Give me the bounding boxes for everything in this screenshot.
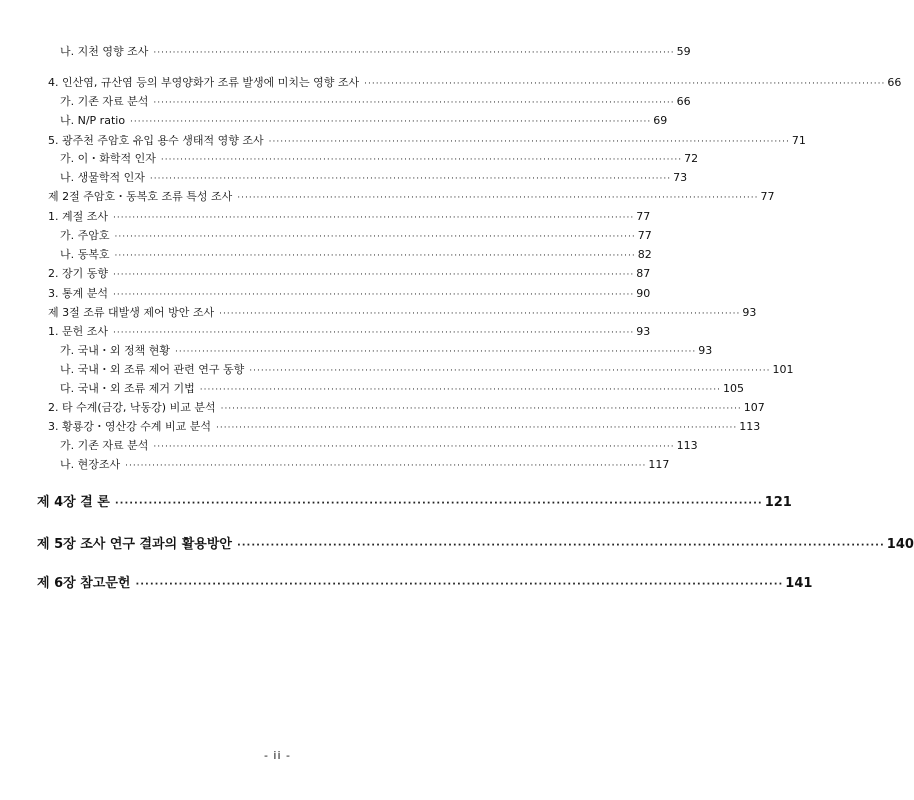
toc-entry-page: 113 [676, 439, 698, 452]
toc-leader-dots: ······································································································································· [220, 404, 742, 414]
toc-leader-dots: ······································································································································· [175, 347, 697, 357]
toc-entry[interactable] [48, 189, 775, 206]
toc-leader-dots: ······································································································································· [249, 366, 771, 376]
toc-entry[interactable] [60, 343, 713, 360]
toc-entry-title: 나. 생물학적 인자 [60, 171, 145, 184]
toc-entry-title: 제 3절 조류 대발생 제어 방안 조사 [48, 306, 215, 319]
toc-entry-title: 1. 계절 조사 [48, 210, 108, 223]
toc-leader-dots: ······································································································································· [153, 98, 675, 108]
toc-entry-title: 3. 통계 분석 [48, 287, 108, 300]
toc-entry[interactable] [60, 44, 691, 61]
toc-entry-title: 나. 국내・외 조류 제어 관련 연구 동향 [60, 363, 245, 376]
toc-entry-page: 77 [760, 190, 775, 203]
toc-entry-page: 71 [791, 134, 806, 147]
toc-leader-dots: ······································································································································· [130, 117, 652, 127]
toc-entry-title: 가. 기존 자료 분석 [60, 95, 149, 108]
toc-entry-title: 제 6장 참고문헌 [37, 576, 131, 591]
toc-entry-page: 82 [637, 248, 652, 261]
toc-entry-page: 69 [653, 114, 668, 127]
toc-leader-dots: ······································································································································· [113, 328, 635, 338]
toc-leader-dots: ······································································································································· [113, 290, 635, 300]
toc-entry-title: 나. 지천 영향 조사 [60, 45, 149, 58]
toc-leader-dots: ······································································································································· [216, 423, 738, 433]
toc-entry-page: 77 [636, 210, 651, 223]
toc-entry[interactable] [60, 170, 688, 187]
toc-leader-dots: ······································································································································· [125, 461, 647, 471]
toc-entry-page: 77 [637, 229, 652, 242]
toc-entry[interactable] [48, 305, 757, 322]
toc-chapter-entry[interactable] [37, 494, 792, 513]
toc-leader-dots: ······································································································································· [149, 174, 672, 184]
toc-entry-page: 73 [673, 171, 688, 184]
toc-entry-title: 나. 동복호 [60, 248, 110, 261]
toc-entry-page: 59 [676, 45, 691, 58]
toc-entry-page: 90 [636, 287, 651, 300]
toc-leader-dots: ······································································································································· [114, 498, 763, 509]
toc-entry-title: 1. 문헌 조사 [48, 325, 108, 338]
toc-entry-title: 3. 황룡강・영산강 수계 비교 분석 [48, 420, 211, 433]
toc-entry[interactable] [48, 75, 902, 92]
toc-entry-page: 101 [772, 363, 794, 376]
toc-leader-dots: ······································································································································· [219, 309, 741, 319]
toc-entry-page: 140 [886, 537, 914, 552]
toc-entry[interactable] [48, 324, 651, 341]
toc-leader-dots: ······································································································································· [114, 251, 636, 261]
toc-entry[interactable] [60, 362, 794, 379]
toc-leader-dots: ······································································································································· [364, 79, 886, 89]
toc-entry-page: 121 [764, 495, 792, 510]
toc-entry-title: 4. 인산염, 규산염 등의 부영양화가 조류 발생에 미치는 영향 조사 [48, 76, 360, 89]
toc-entry-title: 가. 기존 자료 분석 [60, 439, 149, 452]
toc-entry[interactable] [60, 381, 744, 398]
toc-entry-title: 가. 주암호 [60, 229, 110, 242]
toc-leader-dots: ······································································································································· [268, 137, 790, 147]
toc-entry[interactable] [48, 400, 765, 417]
toc-leader-dots: ······································································································································· [153, 442, 675, 452]
toc-entry-title: 가. 이・화학적 인자 [60, 152, 156, 165]
toc-leader-dots: ······································································································································· [113, 270, 635, 280]
toc-leader-dots: ······································································································································· [160, 155, 683, 165]
toc-entry-title: 제 5장 조사 연구 결과의 활용방안 [37, 537, 232, 552]
toc-entry[interactable] [48, 419, 761, 436]
toc-entry-title: 2. 타 수계(금강, 낙동강) 비교 분석 [48, 401, 216, 414]
toc-entry-title: 제 4장 결 론 [37, 495, 110, 510]
page-number: - ii - [263, 749, 292, 762]
toc-entry[interactable] [60, 457, 670, 474]
toc-entry[interactable] [48, 266, 651, 283]
toc-leader-dots: ······································································································································· [236, 540, 885, 551]
toc-entry-title: 나. 현장조사 [60, 458, 121, 471]
toc-entry[interactable] [60, 113, 668, 130]
toc-entry-page: 107 [743, 401, 765, 414]
toc-entry-page: 66 [676, 95, 691, 108]
toc-leader-dots: ······································································································································· [237, 193, 759, 203]
toc-entry-page: 72 [684, 152, 699, 165]
toc-leader-dots: ······································································································································· [153, 48, 675, 58]
toc-leader-dots: ······································································································································· [199, 385, 721, 395]
toc-entry-title: 가. 국내・외 정책 현황 [60, 344, 170, 357]
toc-entry-page: 66 [887, 76, 902, 89]
toc-entry-page: 93 [698, 344, 713, 357]
toc-entry[interactable] [48, 286, 651, 303]
toc-entry-title: 제 2절 주암호・동복호 조류 특성 조사 [48, 190, 233, 203]
toc-entry-title: 2. 장기 동향 [48, 267, 108, 280]
toc-leader-dots: ······································································································································· [113, 213, 635, 223]
toc-entry-page: 87 [636, 267, 651, 280]
toc-entry-page: 93 [742, 306, 757, 319]
toc-chapter-entry[interactable] [37, 575, 813, 594]
toc-entry-title: 나. N/P ratio [60, 114, 126, 127]
toc-chapter-entry[interactable] [37, 536, 914, 555]
toc-entry-page: 113 [739, 420, 761, 433]
toc-entry-title: 5. 광주천 주암호 유입 용수 생태적 영향 조사 [48, 134, 264, 147]
toc-entry-page: 117 [648, 458, 670, 471]
toc-entry-page: 93 [636, 325, 651, 338]
toc-entry[interactable] [60, 228, 652, 245]
toc-entry[interactable] [48, 209, 651, 226]
toc-entry[interactable] [60, 94, 691, 111]
toc-entry[interactable] [48, 133, 806, 150]
toc-entry[interactable] [60, 247, 652, 264]
toc-leader-dots: ······································································································································· [135, 579, 784, 590]
toc-leader-dots: ······································································································································· [114, 232, 636, 242]
toc-entry-page: 105 [722, 382, 744, 395]
toc-entry-title: 다. 국내・외 조류 제거 기법 [60, 382, 195, 395]
toc-entry[interactable] [60, 151, 699, 168]
toc-entry[interactable] [60, 438, 698, 455]
toc-entry-page: 141 [785, 576, 813, 591]
